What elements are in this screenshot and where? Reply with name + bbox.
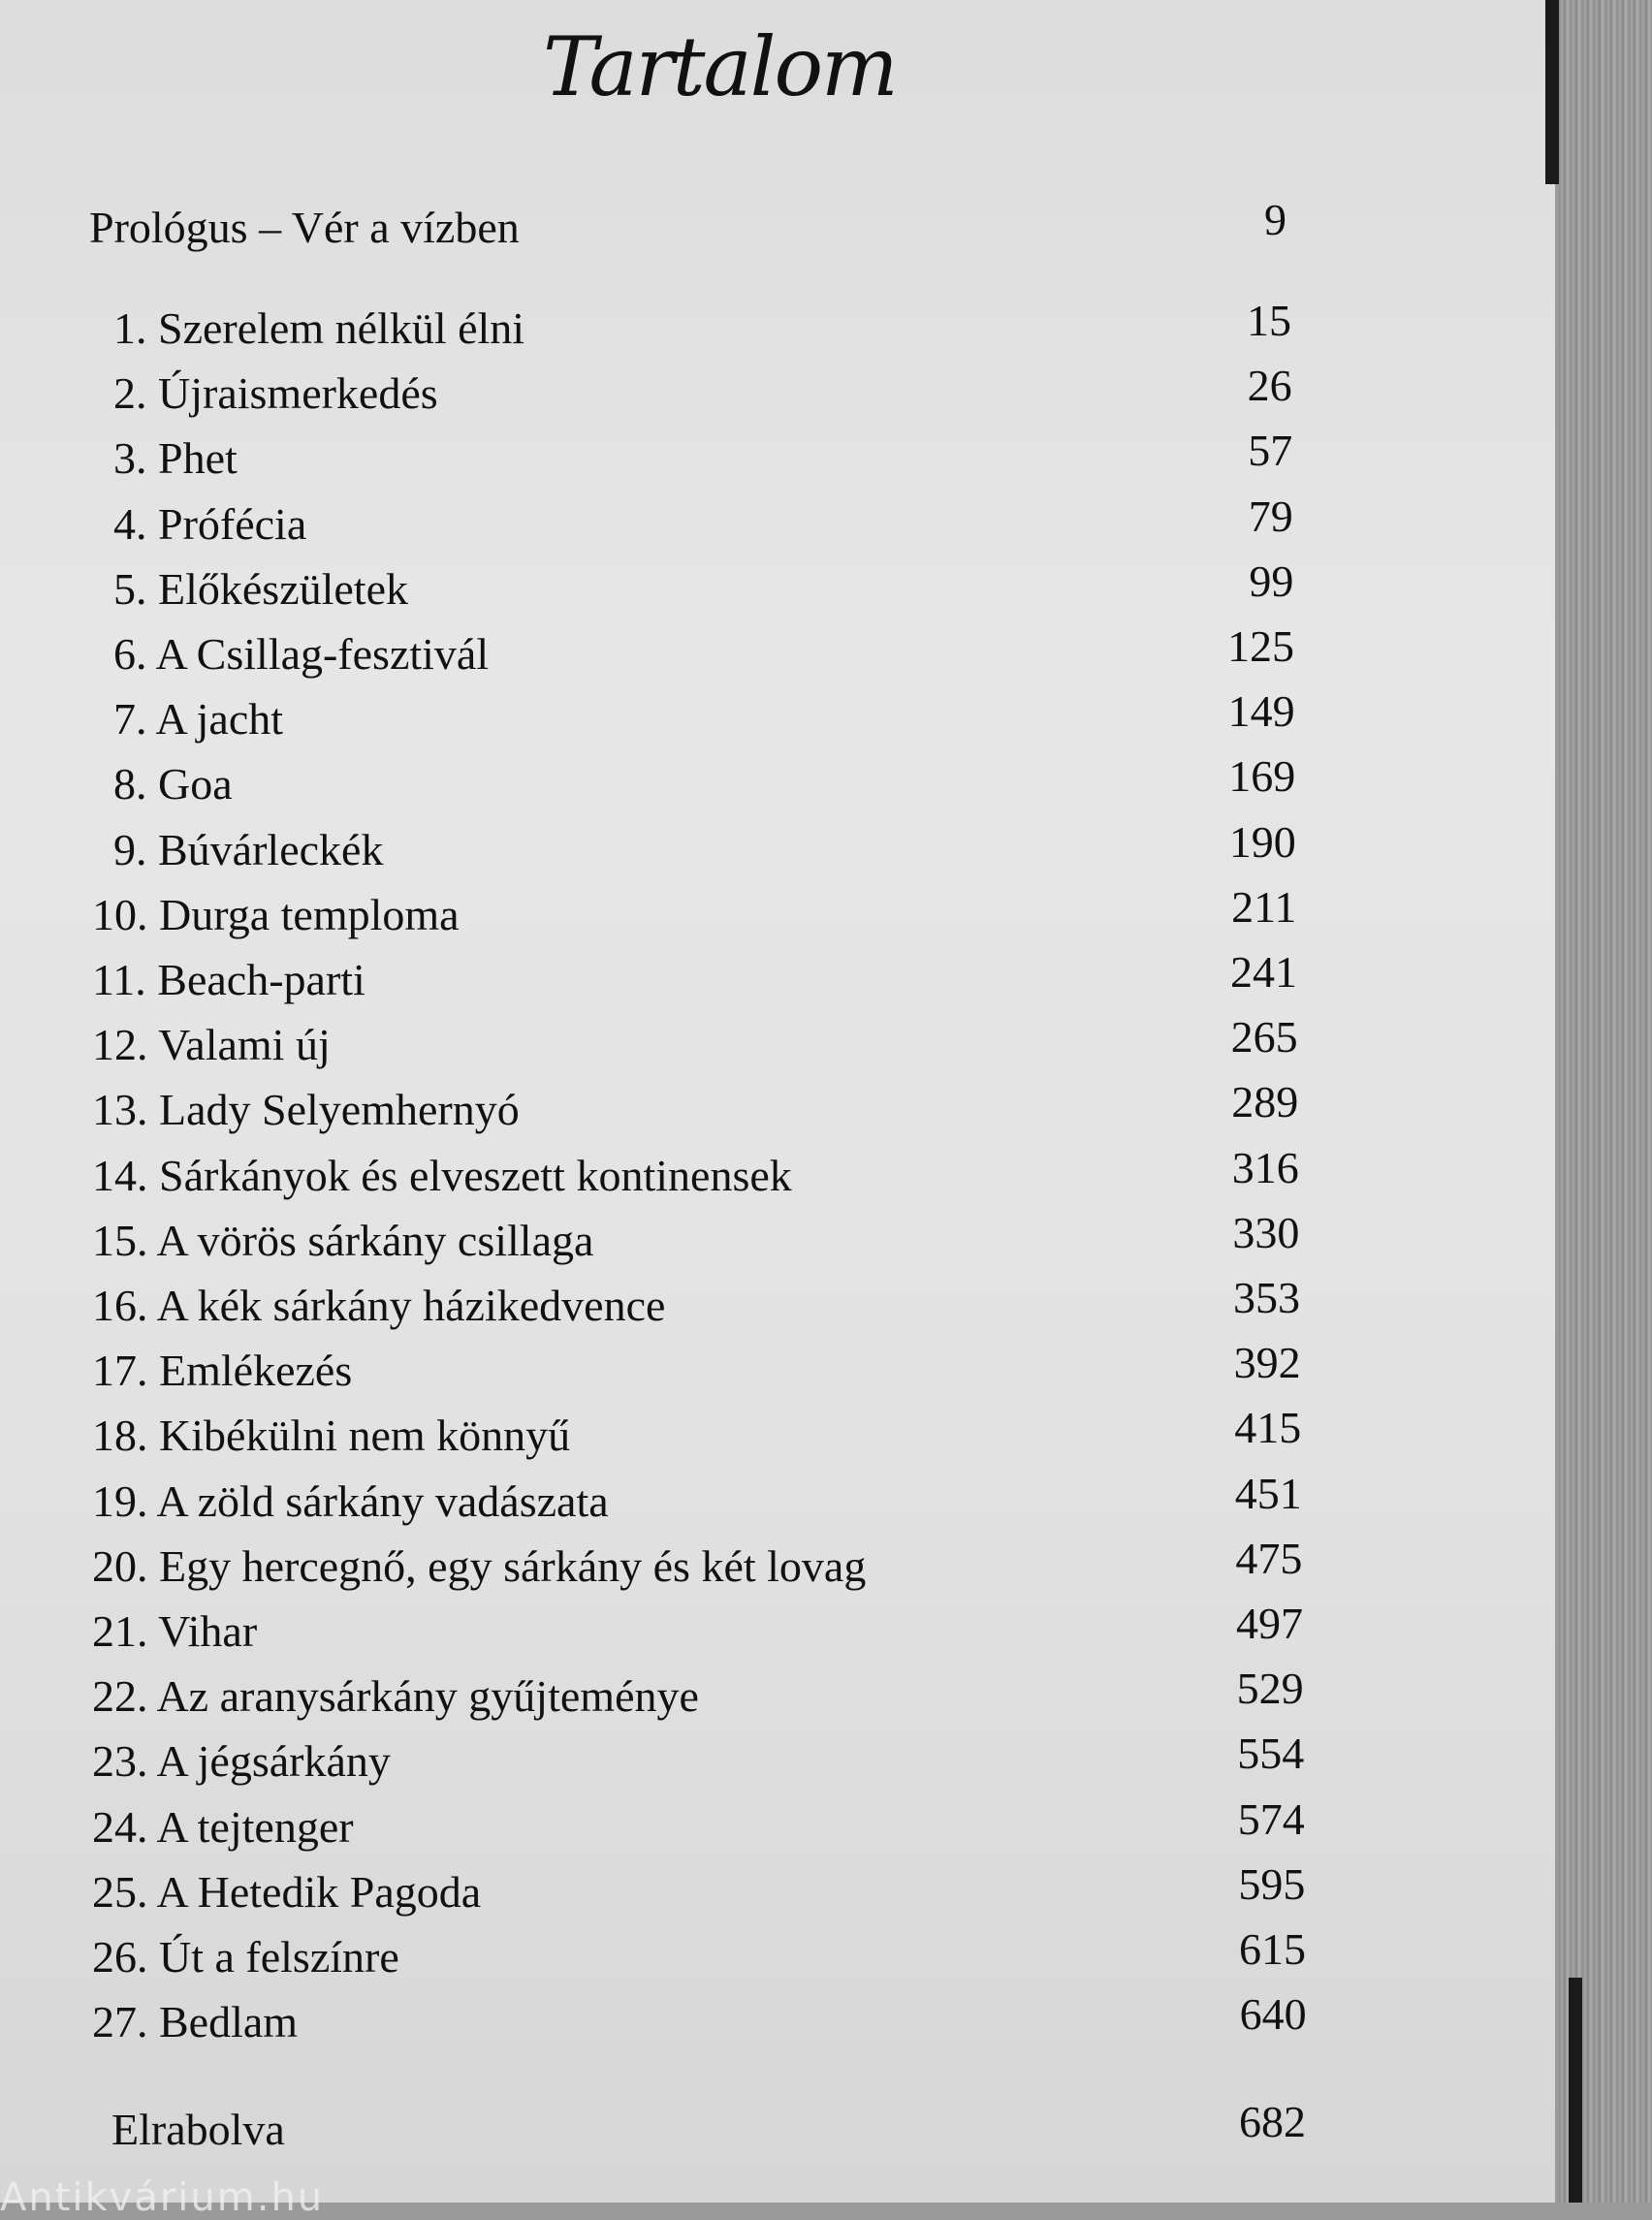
toc-entry-label: 14. Sárkányok és elveszett kontinensek	[92, 1150, 792, 1200]
toc-entry-page-number: 57	[1248, 426, 1293, 476]
toc-entry-label: 9. Búvárleckék	[113, 824, 384, 874]
toc-entry-page-number: 574	[1237, 1793, 1305, 1844]
toc-entry-label: 26. Út a felszínre	[92, 1932, 399, 1982]
toc-entry-label: 8. Goa	[113, 759, 233, 809]
toc-entry-page-number: 190	[1228, 816, 1296, 867]
toc-entry-page-number: 682	[1239, 2097, 1306, 2146]
toc-entry-label: 17. Emlékezés	[92, 1346, 353, 1396]
toc-entry-page-number: 265	[1230, 1012, 1298, 1062]
toc-entry-label: Elrabolva	[111, 2105, 285, 2154]
toc-entry-page-number: 289	[1231, 1077, 1299, 1127]
toc-entry-page-number: 241	[1230, 947, 1297, 997]
toc-entry-page-number: 415	[1234, 1403, 1302, 1453]
watermark: Antikvárium.hu	[0, 2175, 325, 2220]
toc-entry-label: 12. Valami új	[92, 1020, 331, 1070]
toc-entry-label: 20. Egy hercegnő, egy sárkány és két lovag	[92, 1540, 867, 1591]
toc-entry-label: 21. Vihar	[92, 1606, 258, 1656]
toc-entry-label: 27. Bedlam	[92, 1997, 299, 2047]
toc-entry-page-number: 125	[1227, 621, 1294, 671]
toc-entry-page-number: 595	[1238, 1858, 1306, 1909]
toc-entry-page-number: 169	[1228, 751, 1296, 802]
toc-entry-label: 5. Előkészületek	[113, 563, 409, 614]
toc-entry-label: 1. Szerelem nélkül élni	[113, 303, 525, 353]
toc-entry-label: 15. A vörös sárkány csillaga	[92, 1215, 594, 1265]
toc-entry-page-number: 497	[1236, 1599, 1303, 1648]
toc-entry-label: 16. A kék sárkány házikedvence	[92, 1281, 666, 1330]
toc-entry-page-number: 15	[1247, 296, 1291, 345]
toc-entry-page-number: 99	[1249, 555, 1294, 606]
toc-entry-label: 7. A jacht	[113, 694, 284, 745]
toc-entry-page-number: 392	[1233, 1338, 1301, 1388]
toc-entry-label: 24. A tejtenger	[92, 1801, 354, 1852]
toc-entry-label: 3. Phet	[113, 433, 238, 484]
toc-entry-page-number: 615	[1239, 1924, 1306, 1974]
toc-entry-page-number: 149	[1227, 686, 1295, 737]
page-edge-shadow-bottom	[1569, 1978, 1582, 2203]
toc-entry-page-number: 211	[1231, 881, 1297, 932]
toc-entry-label: 18. Kibékülni nem könnyű	[92, 1411, 571, 1461]
background-surface	[1559, 0, 1652, 2203]
page-title: Tartalom	[543, 19, 897, 114]
toc-entry-label: 11. Beach-parti	[92, 955, 365, 1004]
toc-entry-label: 13. Lady Selyemhernyó	[92, 1085, 520, 1135]
toc-entry-page-number: 316	[1231, 1142, 1299, 1192]
toc-entry-label: Prológus – Vér a vízben	[89, 203, 520, 252]
toc-entry-page-number: 529	[1236, 1664, 1304, 1714]
toc-entry-page-number: 451	[1234, 1468, 1302, 1518]
toc-entry-page-number: 640	[1239, 1989, 1307, 2040]
toc-entry-label: 19. A zöld sárkány vadászata	[92, 1475, 609, 1526]
toc-entry-label: 2. Újraismerkedés	[113, 368, 438, 419]
toc-entry-label: 23. A jégsárkány	[92, 1736, 391, 1787]
toc-entry-page-number: 554	[1237, 1728, 1305, 1779]
toc-entry-label: 6. A Csillag-fesztivál	[113, 629, 490, 679]
toc-entry-page-number: 330	[1232, 1207, 1300, 1257]
toc-entry-page-number: 26	[1247, 361, 1292, 411]
toc-entry-label: 4. Prófécia	[113, 498, 307, 549]
toc-entry-page-number: 9	[1264, 195, 1287, 244]
toc-entry-label: 25. A Hetedik Pagoda	[92, 1866, 482, 1917]
toc-entry-page-number: 79	[1248, 491, 1293, 541]
toc-entry-page-number: 475	[1235, 1533, 1303, 1583]
toc-entry-label: 22. Az aranysárkány gyűjteménye	[92, 1671, 699, 1722]
toc-entry-label: 10. Durga temploma	[92, 889, 460, 939]
toc-entry-page-number: 353	[1233, 1273, 1300, 1322]
